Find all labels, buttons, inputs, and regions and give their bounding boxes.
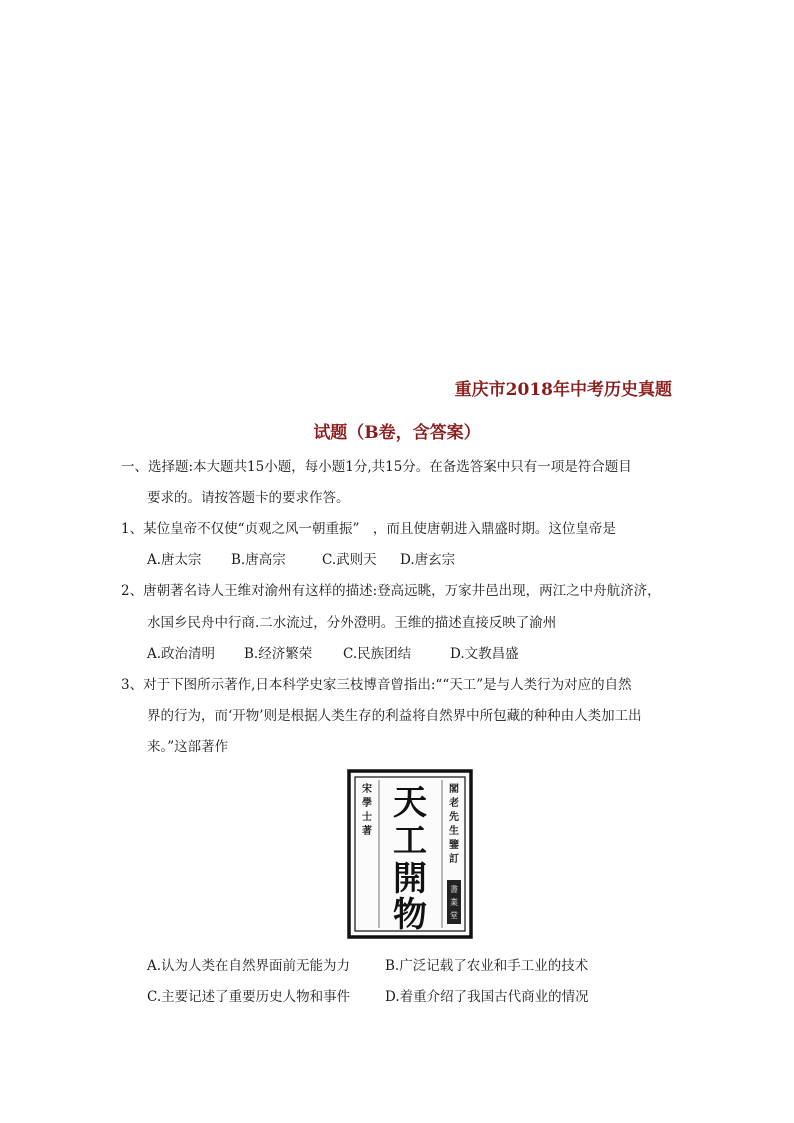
question-1-stem: 1、某位皇帝不仅使“贞观之风一朝重振” ，而且使唐朝进入鼎盛时期。这位皇帝是: [121, 521, 616, 537]
book-left-char-1: 宋: [362, 784, 372, 795]
question-3-option-a: A.认为人类在自然界面前无能为力: [147, 958, 351, 974]
book-right-char-5: 鑒: [449, 840, 459, 851]
question-3-option-d: D.着重介绍了我国古代商业的情况: [385, 989, 589, 1005]
page-title-line1: 重庆市2018年中考历史真题: [454, 380, 672, 400]
book-title-char-2: 工: [393, 821, 427, 861]
question-2-stem-line2: 水国乡民舟中行商.二水流过，分外澄明。王维的描述直接反映了渝州: [147, 615, 557, 631]
book-left-char-2: 學: [362, 798, 372, 809]
question-2-option-a: A.政治清明: [147, 646, 216, 662]
question-1-option-a: A.唐太宗: [147, 552, 202, 568]
question-3-stem-line1: 3、对于下图所示著作,日本科学史家三枝博音曾指出:““天工”是与人类行为对应的自然: [121, 677, 632, 693]
book-right-char-6: 訂: [449, 854, 459, 865]
book-right-char-1: 閣: [449, 784, 459, 795]
question-2-stem-line1: 2、唐朝著名诗人王维对渝州有这样的描述:登高远眺，万家井邑出现，两江之中舟航济济，: [121, 583, 661, 599]
book-left-char-3: 士: [362, 812, 372, 823]
question-3-stem-line2: 界的行为，而‘开物’则是根据人类生存的利益将自然界中所包藏的种种由人类加工出: [147, 708, 642, 724]
question-1-option-b: B.唐高宗: [231, 552, 286, 568]
book-seal-char-1: 書: [450, 885, 458, 894]
book-cover-figure: [346, 768, 474, 940]
book-right-char-4: 生: [449, 826, 459, 837]
book-right-char-2: 老: [449, 798, 459, 809]
question-3-stem-line3: 来。”这部著作: [147, 739, 229, 755]
question-2-option-b: B.经济繁荣: [244, 646, 313, 662]
book-right-char-3: 先: [449, 812, 459, 823]
section-intro-line2: 要求的。请按答题卡的要求作答。: [147, 490, 350, 506]
book-title-char-1: 天: [393, 783, 427, 823]
book-title-char-3: 開: [393, 859, 427, 899]
question-3-option-c: C.主要记述了重要历史人物和事件: [147, 989, 351, 1005]
book-seal-char-2: 業: [450, 898, 458, 907]
book-left-char-4: 著: [362, 826, 372, 837]
book-seal-char-3: 堂: [450, 911, 458, 920]
question-2-option-d: D.文教昌盛: [450, 646, 519, 662]
page-title-line2: 试题（B卷，含答案）: [313, 423, 481, 443]
question-1-option-c: C.武则天: [322, 552, 377, 568]
question-3-option-b: B.广泛记载了农业和手工业的技术: [385, 958, 589, 974]
question-2-option-c: C.民族团结: [343, 646, 412, 662]
question-1-option-d: D.唐玄宗: [400, 552, 456, 568]
section-intro-line1: 一、选择题:本大题共15小题，每小题1分,共15分。在备选答案中只有一项是符合题目: [121, 459, 632, 475]
book-title-char-4: 物: [393, 895, 427, 935]
